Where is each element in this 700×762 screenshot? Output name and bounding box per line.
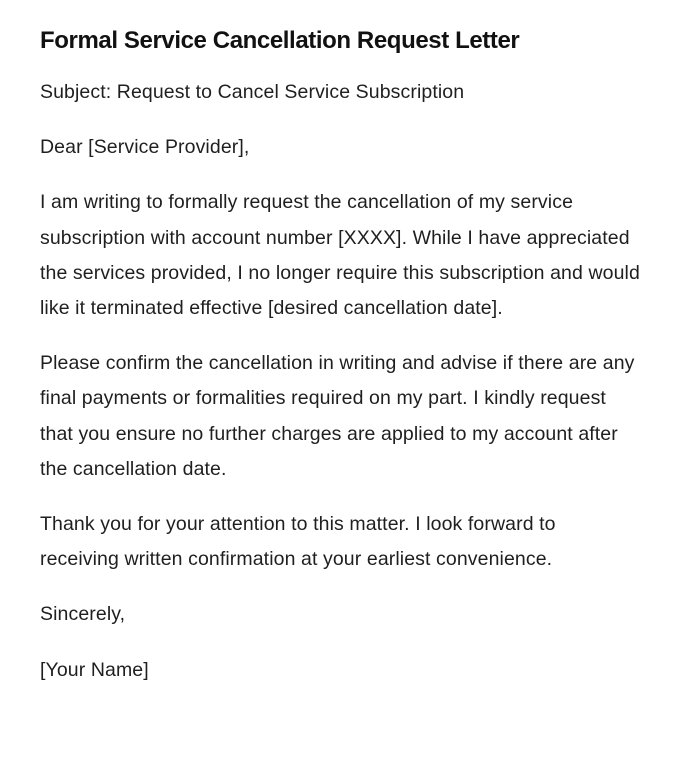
letter-document [40,25,640,708]
letter-paragraph-1: I am writing to formally request the cancellation of my service subscription with account number [XXXX]. While I have appreciated the services provided, I no longer require this subscription and would like it terminated effective [desired cancellation date]. [40,191,640,320]
letter-closing: Sincerely, [40,603,126,626]
letter-subject: Subject: Request to Cancel Service Subscription [40,81,465,103]
letter-paragraph-3: Thank you for your attention to this matter. I look forward to receiving written confirmation at your earliest convenience. [40,513,556,571]
letter-signature: [Your Name] [40,658,149,681]
letter-paragraph-2: Please confirm the cancellation in writing and advise if there are any final payments or formalities required on my part. I kindly request that you ensure no further charges are applied to my account after the cancellation date. [40,352,635,480]
page-title: Formal Service Cancellation Request Letter [40,27,520,54]
letter-salutation: Dear [Service Provider], [40,136,250,159]
